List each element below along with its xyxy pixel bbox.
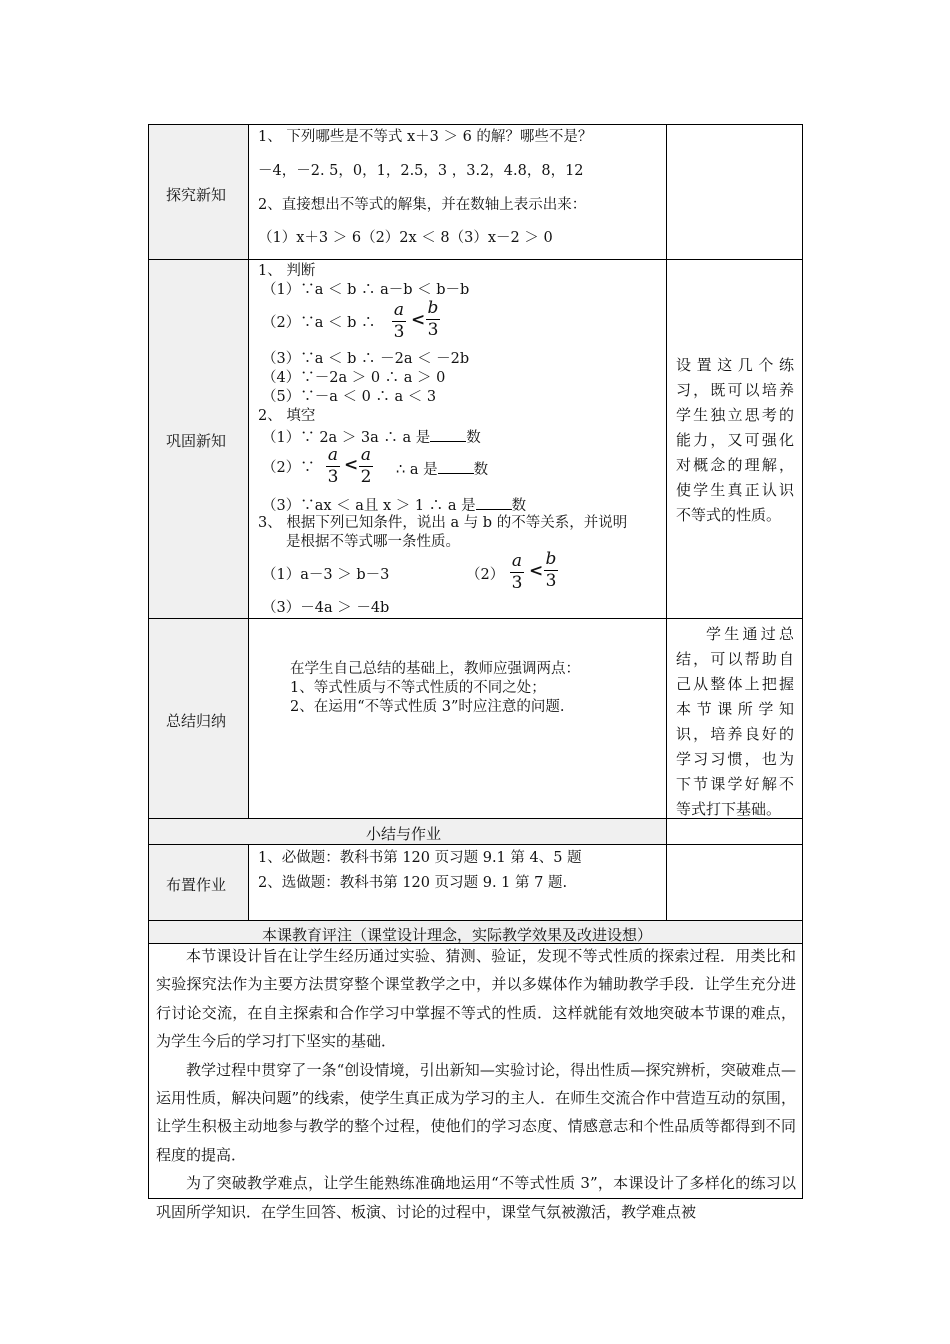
homework-line: 1、必做题：教科书第 120 页习题 9.1 第 4、5 题 [258, 850, 582, 866]
answer-blank [430, 429, 466, 442]
fill-item-suffix: 数 [511, 498, 527, 514]
answer-blank [476, 497, 512, 510]
summary-note: 学生通过总结，可以帮助自己从整体上把握本节课所学知识，培养良好的学习习惯，也为下节课学好解不等式打下基础。 [676, 625, 794, 818]
fraction-denominator: 3 [393, 322, 405, 343]
fraction-b-over-3 [544, 551, 558, 590]
fill-item-text: ∴ a 是 [396, 462, 438, 478]
table-border [248, 124, 249, 819]
question-3-item: （1）a－3 ＞ b－3 [262, 567, 390, 583]
table-border [148, 618, 803, 619]
row-label-consolidate: 巩固新知 [166, 432, 227, 450]
table-border [148, 844, 803, 845]
explore-line: －4，－2. 5，0，1，2.5，3 ，3.2，4.8，8，12 [258, 163, 584, 179]
fraction-denominator: 3 [545, 571, 557, 592]
fraction-numerator: a [360, 445, 372, 465]
question-3-line: 是根据不等式哪一条性质。 [286, 534, 460, 550]
judge-item: （2）∵a ＜ b ∴ [262, 315, 376, 331]
explore-line: 1、 下列哪些是不等式 x＋3 ＞ 6 的解？哪些不是？ [258, 129, 593, 145]
fill-title: 2、 填空 [258, 408, 316, 424]
fraction-a-over-3 [326, 447, 340, 486]
judge-title: 1、 判断 [258, 263, 316, 279]
judge-item: （4）∵－2a ＞ 0 ∴ a ＞ 0 [262, 370, 446, 386]
less-than-symbol: < [344, 455, 359, 475]
review-body [156, 942, 796, 1221]
judge-item: （5）∵－a ＜ 0 ∴ a ＜ 3 [262, 389, 437, 405]
review-paragraph: 本节课设计旨在让学生经历通过实验、猜测、验证，发现不等式性质的探索过程．用类比和实验探究法作为主要方法贯穿整个课堂教学之中，并以多媒体作为辅助教学手段．让学生充分进行讨论交流，在自主探索和合作学习中掌握不等式的性质．这样就能有效地突破本节课的难点，为学生今后的学习打下坚实的基础． [156, 947, 796, 1051]
fill-item-3 [262, 497, 526, 514]
fill-item-2-rest [396, 461, 488, 478]
homework-line: 2、选做题：教科书第 120 页习题 9. 1 第 7 题. [258, 875, 568, 891]
row-label-homework: 布置作业 [166, 876, 227, 894]
judge-item: （3）∵a ＜ b ∴ －2a ＜ －2b [262, 351, 470, 367]
homework-section-header: 小结与作业 [366, 825, 442, 843]
fill-item-1 [262, 429, 481, 446]
summary-line: 在学生自己总结的基础上，教师应强调两点： [290, 661, 580, 677]
table-border [802, 124, 803, 1199]
answer-blank [438, 461, 474, 474]
fill-item-text: （1）∵ 2a ＞ 3a ∴ a 是 [262, 430, 431, 446]
fraction-denominator: 3 [427, 320, 439, 341]
judge-item: （1）∵a ＜ b ∴ a－b ＜ b－b [262, 282, 470, 298]
fraction-numerator: b [545, 549, 557, 569]
row-label-explore: 探究新知 [166, 186, 227, 204]
table-border [148, 259, 803, 260]
fill-item-suffix: 数 [473, 462, 489, 478]
fraction-denominator: 2 [360, 467, 372, 488]
fill-item-2-prefix: （2）∵ [262, 460, 315, 476]
question-3-line: 3、 根据下列已知条件，说出 a 与 b 的不等关系，并说明 [258, 515, 628, 531]
explore-line: （1）x＋3 ＞ 6（2）2x ＜ 8（3）x－2 ＞ 0 [258, 230, 553, 246]
fill-item-text: （3）∵ax ＜ a且 x ＞ 1 ∴ a 是 [262, 498, 476, 514]
review-paragraph: 为了突破教学难点，让学生能熟练准确地运用“不等式性质 3”，本课设计了多样化的练习以巩固所学知识．在学生回答、板演、讨论的过程中，课堂气氛被激活，教学难点被 [156, 1174, 796, 1221]
fraction-denominator: 3 [511, 573, 523, 594]
table-border [148, 124, 803, 125]
explore-line: 2、直接想出不等式的解集，并在数轴上表示出来： [258, 197, 587, 213]
fraction-numerator: b [427, 298, 439, 318]
fraction-a-over-3 [392, 302, 406, 341]
question-3-item: （3）－4a ＞ －4b [262, 600, 390, 616]
table-border [148, 920, 803, 921]
fraction-numerator: a [511, 551, 523, 571]
fraction-b-over-3 [426, 300, 440, 339]
table-border [148, 124, 149, 1199]
fraction-numerator: a [393, 300, 405, 320]
design-note: 设置这几个练习，既可以培养学生独立思考的能力，又可强化对概念的理解，使学生真正认识不等式的性质。 [676, 356, 794, 524]
fraction-a-over-2 [359, 447, 373, 486]
review-section-header: 本课教育评注（课堂设计理念，实际教学效果及改进设想） [262, 926, 653, 944]
question-3-item: （2） [466, 567, 505, 583]
fraction-a-over-3 [510, 553, 524, 592]
table-border [248, 844, 249, 921]
fraction-numerator: a [327, 445, 339, 465]
table-border [666, 124, 667, 921]
less-than-symbol: < [411, 310, 426, 330]
summary-line: 2、在运用“不等式性质 3”时应注意的问题. [290, 699, 565, 715]
row-label-summary: 总结归纳 [166, 712, 227, 730]
fraction-denominator: 3 [327, 467, 339, 488]
fill-item-suffix: 数 [466, 430, 481, 446]
review-paragraph: 教学过程中贯穿了一条“创设情境，引出新知—实验讨论，得出性质—探究辨析，突破难点—运用性质，解决问题”的线索，使学生真正成为学习的主人．在师生交流合作中营造互动的氛围，让学生积极主动地参与教学的整个过程，使他们的学习态度、情感意志和个性品质等都得到不同程度的提高． [156, 1060, 796, 1164]
summary-line: 1、等式性质与不等式性质的不同之处； [290, 680, 546, 696]
less-than-symbol: < [529, 561, 544, 581]
